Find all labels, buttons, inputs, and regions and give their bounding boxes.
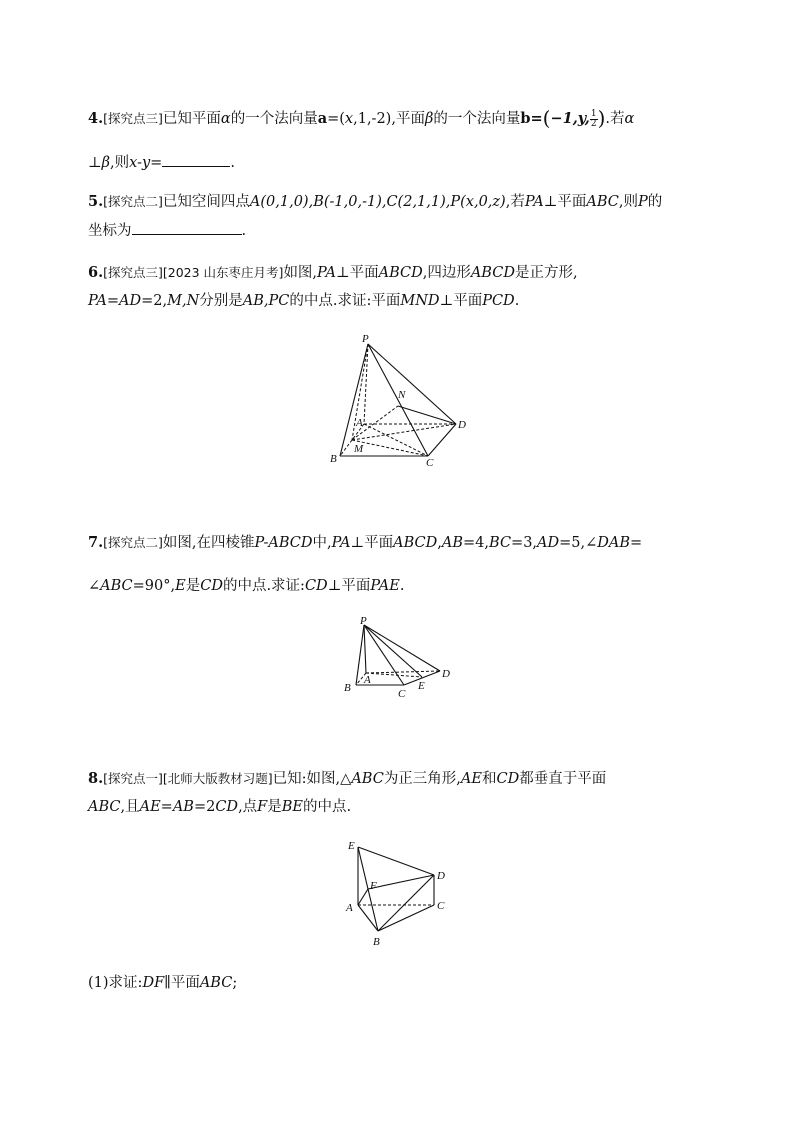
text: ,四边形 [422,265,471,281]
text: ⊥平面 [439,293,483,309]
math-var: ABCD [393,535,438,551]
text: ,则 [110,155,130,171]
math-var: CD [200,578,223,594]
label-A: A [346,902,353,914]
question-number: 5. [88,193,104,210]
answer-blank[interactable] [162,152,230,167]
text: =2 [193,799,216,815]
edge-AC [364,424,428,456]
text: 已知:如图,△ [272,771,352,787]
math-var: β [424,111,434,127]
text: = [630,535,643,551]
text: ⊥平面 [327,578,371,594]
text: ⊥平面 [543,194,587,210]
text: 的中点. [302,799,352,815]
label-B: B [330,453,337,465]
label-B: B [344,682,351,694]
label-D: D [442,668,450,680]
question-number: 7. [88,534,104,551]
math-expr: PA=AD [88,293,142,309]
label-D: D [458,419,466,431]
math-var: AE [460,771,482,787]
math-var: DAB [597,535,631,551]
text: ,点 [238,799,258,815]
q5-line1 [88,192,662,212]
vector-b: b [520,110,531,127]
text: 的一个法向量 [230,111,318,127]
label-M: M [354,443,364,455]
math-var: AD [537,535,560,551]
math-var: PCD [482,293,515,309]
text: ⊥平面 [350,535,394,551]
math-var: ABC [586,194,619,210]
edge-BD [378,875,434,931]
label-B: B [373,936,380,948]
label-P: P [362,333,369,345]
text: 的 [647,194,663,210]
math-var: M,N [167,293,200,309]
math-var: β [101,155,111,171]
text: (1)求证: [88,975,143,991]
text: 已知空间四点 [162,194,250,210]
text: . [514,293,520,309]
text: , [170,578,176,594]
label-A: A [364,674,371,686]
question-tag: [探究点二] [103,194,163,209]
text: ,则 [618,194,638,210]
math-var: CD [304,578,328,594]
text: ,若 [505,194,525,210]
math-var: ABC [88,799,121,815]
math-var: P-ABCD [254,535,313,551]
math-expr: x-y [129,155,151,171]
text: ∠ [88,578,101,594]
text: = [150,155,163,171]
text: 的中点.求证: [222,578,305,594]
text: 为正三角形, [383,771,461,787]
text: =2, [141,293,168,309]
text: . [241,223,247,239]
math-var: AB,PC [242,293,290,309]
text: 是 [267,799,282,815]
edge-AF [358,889,368,905]
math-var: PAE [370,578,400,594]
text: =90° [132,578,171,594]
text: 分别是 [199,293,243,309]
text: . [399,578,405,594]
text: ,1,-2),平面 [353,111,425,127]
q4-line1 [88,108,634,129]
math-var: CD [215,799,239,815]
label-E: E [348,840,355,852]
text: = [530,110,543,127]
q8-line1 [88,769,606,789]
label-D: D [437,870,445,882]
text: ⊥ [88,155,102,171]
math-var: F [257,799,268,815]
math-var: ABC [100,578,133,594]
math-expr: AE=AB [139,799,194,815]
vector-b-components: −1,y, [550,110,590,127]
text: ,且 [120,799,140,815]
close-paren: ) [597,106,606,130]
vector-a: a [317,110,328,127]
q6-line2 [88,291,519,311]
text: . [230,155,235,171]
text: =5,∠ [559,535,598,551]
math-var: DF [142,975,165,991]
edge-PA [364,625,366,673]
math-expr: A(0,1,0),B(-1,0,-1),C(2,1,1),P(x,0,z) [249,194,506,210]
text: 坐标为 [88,223,132,239]
text: =3, [511,535,538,551]
text: =4, [463,535,490,551]
question-number: 4. [88,110,104,127]
text: 如图,在四棱锥 [162,535,255,551]
text: ; [232,975,238,991]
edge-FD [368,875,434,889]
q7-line2 [88,576,404,596]
label-E: E [418,680,425,692]
question-tag: [探究点三] [103,111,163,126]
math-var: x [344,111,354,127]
text: 是正方形, [514,265,578,281]
edge-AD [366,671,440,673]
text: 都垂直于平面 [519,771,607,787]
label-P: P [360,615,367,627]
math-var: ABC [199,975,233,991]
text: 的一个法向量 [433,111,521,127]
text: 中, [312,535,332,551]
math-var: ABCD [378,265,423,281]
math-var: α [624,111,635,127]
pyramid-figure-q6 [320,330,470,470]
edge-ED [358,847,434,875]
math-var: PA [331,535,351,551]
fraction [590,110,598,129]
edge-MD [352,424,456,440]
answer-blank[interactable] [132,220,242,235]
fraction-numerator: 1 [590,108,597,119]
text: ⊥平面 [335,265,379,281]
text: 和 [481,771,497,787]
q7-line1 [88,533,642,553]
question-number: 6. [88,264,104,281]
edge-AE [366,673,422,677]
question-tag: [探究点二] [103,535,163,550]
q8-line2 [88,797,351,817]
text: 已知平面 [162,111,221,127]
q4-line2 [88,152,235,173]
prism-figure-q8 [340,835,460,955]
question-number: 8. [88,770,104,787]
text: =( [327,111,345,127]
label-F: F [370,880,377,892]
q5-line2 [88,220,246,241]
math-var: AB [441,535,464,551]
text: .若 [605,111,625,127]
math-var: PA [524,194,544,210]
edge-BC [378,905,434,931]
open-paren: ( [542,106,551,130]
label-C: C [398,688,406,700]
math-var: CD [496,771,520,787]
edge-PD [368,344,456,424]
label-N: N [398,389,406,401]
math-var: ABCD [470,265,515,281]
pyramid-figure-q7 [340,615,460,705]
edge-MC [352,440,428,456]
q8-sub1 [88,973,237,993]
text: ∥平面 [164,975,200,991]
text: 如图, [283,265,318,281]
math-var: α [220,111,231,127]
label-A: A [356,417,363,429]
math-var: E [175,578,186,594]
edge-PD [364,625,440,671]
question-tag: [探究点三][2023 山东枣庄月考] [103,265,284,280]
edge-ND [398,406,456,424]
math-var: MND [400,293,440,309]
math-var: PA [317,265,336,281]
math-var: BE [281,799,303,815]
text: 是 [185,578,201,594]
text: 的中点.求证:平面 [289,293,401,309]
edge-CD [428,424,456,456]
math-var: BC [489,535,512,551]
label-C: C [437,900,445,912]
label-C: C [426,457,434,469]
text: , [437,535,442,551]
fraction-denominator: 2 [590,118,597,129]
edge-PB [356,625,364,685]
math-var: P [637,194,648,210]
question-tag: [探究点一][北师大版教材习题] [103,771,273,786]
q6-line1 [88,263,578,283]
math-var: ABC [351,771,384,787]
